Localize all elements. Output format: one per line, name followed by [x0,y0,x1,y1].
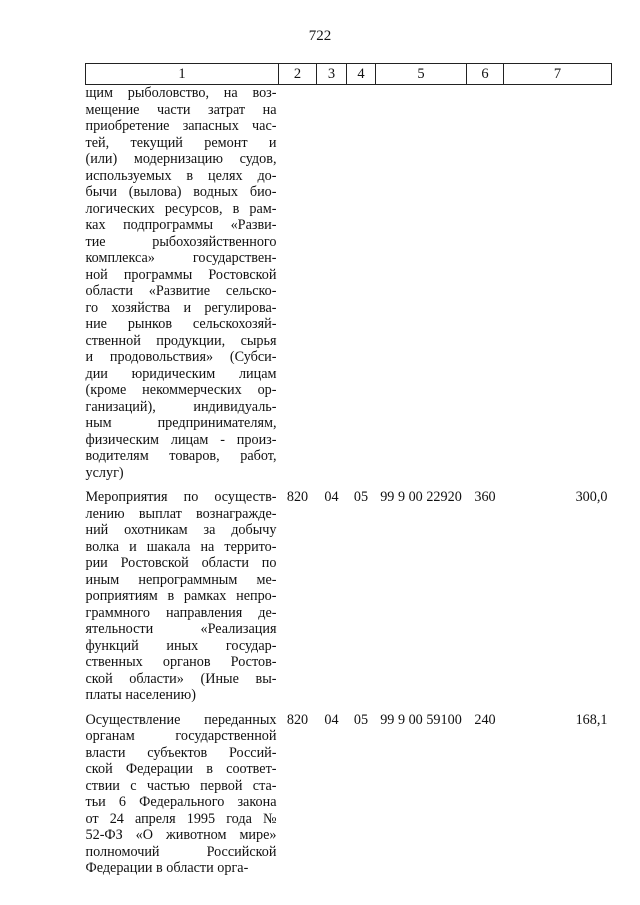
row-code-subsection: 05 [353,489,369,505]
description-line: услуг) [85,464,124,481]
description-line: функций иных государ- [85,637,277,654]
row-code-expense-type: 360 [474,489,496,505]
description-line: тие рыбохозяйственного [85,233,277,250]
description-line: комплекса» государствен- [85,250,277,266]
description-line: Федерации в области орга- [85,860,249,876]
header-col-3: 3 [317,64,347,85]
description-line: го хозяйства и регулирова- [85,299,277,316]
row-code-subsection: 05 [353,711,369,728]
description-line: (кроме некоммерческих ор- [85,382,277,398]
budget-table [85,63,612,877]
description-line: граммного направления де- [85,604,277,621]
description-line: логических ресурсов, в рам- [85,200,277,217]
table-header-row [86,64,612,85]
description-line: и продовольствия» (Субси- [85,349,277,365]
header-col-6: 6 [467,64,504,85]
row-code-subsection [347,85,376,482]
description-line: полномочий Российской [85,843,277,860]
description-line: щим рыболовство, на воз- [85,85,277,101]
description-line: ственной продукции, сырья [85,332,277,349]
row-code-ministry: 820 [286,489,309,505]
description-line: власти субъектов Россий- [85,744,277,761]
row-description [86,704,279,877]
description-line: рии Ростовской области по [85,555,277,571]
row-amount: 300,0 [575,489,608,505]
row-description [86,481,279,704]
row-code-ministry: 820 [286,711,309,728]
row-code-expense-type: 240 [474,711,496,728]
description-line: волка и шакала на террито- [85,538,277,555]
row-code-target-item [376,85,467,482]
table-row [86,704,612,877]
description-line: физическим лицам - произ- [85,431,277,448]
row-description [86,85,279,482]
header-col-4: 4 [347,64,376,85]
description-line: ствии с частью первой ста- [85,777,277,794]
row-code-section [317,85,347,482]
table-row [86,85,612,482]
description-line: от 24 апреля 1995 года № [85,810,277,827]
description-line: (или) модернизацию судов, [85,151,277,167]
description-line: тьи 6 Федерального закона [85,794,277,810]
row-code-ministry [279,85,317,482]
header-col-2: 2 [279,64,317,85]
row-code-expense-type [467,85,504,482]
description-line: области «Развитие сельско- [85,283,277,299]
description-line: ние рынков сельскохозяй- [85,316,277,332]
description-line: иным непрограммным ме- [85,571,277,588]
description-line: ятельности «Реализация [85,621,277,637]
description-line: ным предпринимателям, [85,415,277,431]
description-line: ках подпрограммы «Разви- [85,217,277,233]
description-line: Мероприятия по осуществ- [85,489,277,505]
description-line: тей, текущий ремонт и [85,134,277,151]
header-col-1: 1 [86,64,279,85]
description-line: платы населению) [85,687,196,703]
description-line: ганизаций), индивидуаль- [85,398,277,415]
description-line: Осуществление переданных [85,711,277,728]
table-body [86,85,612,877]
description-line: роприятиям в рамках непро- [85,588,277,604]
header-col-5: 5 [376,64,467,85]
row-code-section: 04 [324,489,339,505]
description-line: лению выплат вознагражде- [85,505,277,522]
page-number: 722 [308,28,332,44]
description-line: используемых в целях до- [85,167,277,184]
description-line: 52-ФЗ «О животном мире» [85,827,277,843]
description-line: мещение части затрат на [85,101,277,118]
row-code-section: 04 [324,711,339,728]
row-amount [504,85,612,482]
description-line: ной программы Ростовской [85,266,277,283]
description-line: органам государственной [85,728,277,744]
description-line: ственных органов Ростов- [85,654,277,670]
description-line: приобретение запасных час- [85,118,277,134]
description-line: ской Федерации в соответ- [85,761,277,777]
row-amount: 168,1 [575,711,608,728]
row-code-target-item: 99 9 00 59100 [380,711,462,728]
table-row [86,481,612,704]
description-line: бычи (вылова) водных био- [85,184,277,200]
description-line: дии юридическим лицам [85,365,277,382]
description-line: водителям товаров, работ, [85,448,277,464]
description-line: ний охотникам за добычу [85,522,277,538]
description-line: ской области» (Иные вы- [85,670,277,687]
header-col-7: 7 [504,64,612,85]
row-code-target-item: 99 9 00 22920 [380,489,462,505]
